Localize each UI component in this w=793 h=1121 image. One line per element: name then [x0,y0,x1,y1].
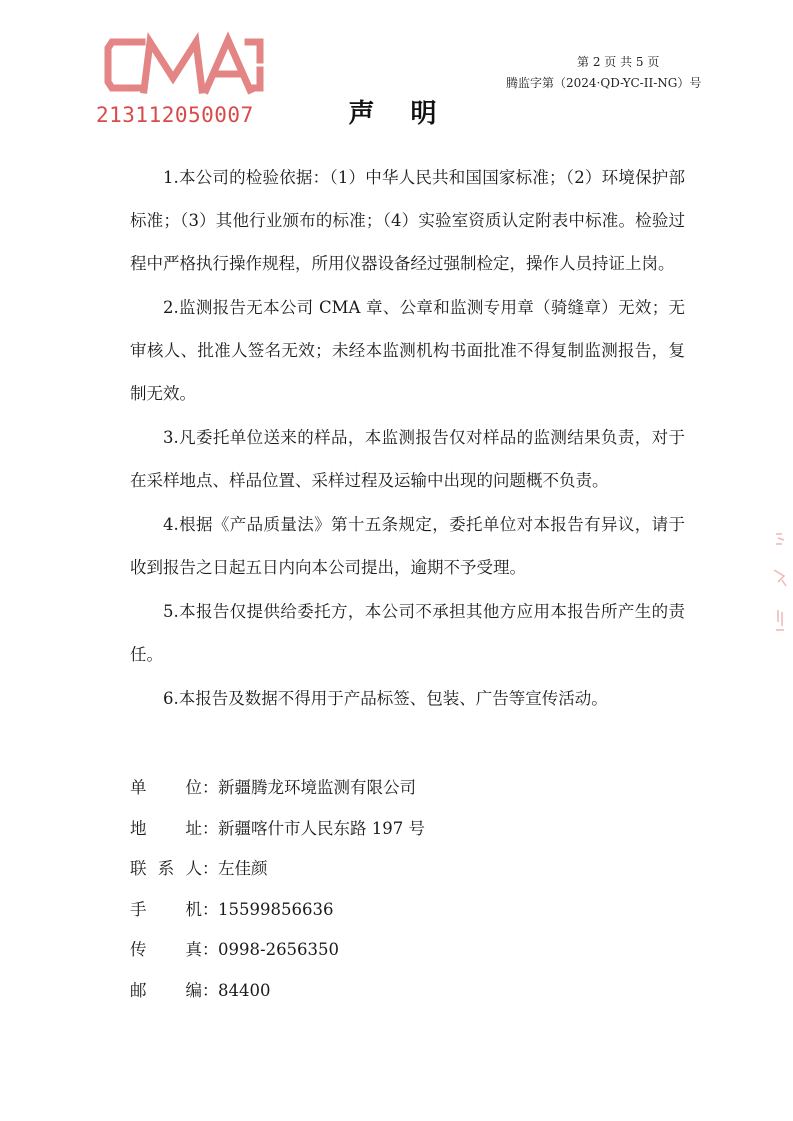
clause-5: 5.本报告仅提供给委托方，本公司不承担其他方应用本报告所产生的责任。 [130,602,685,664]
contact-address-row [130,811,630,852]
colon-separator: ： [202,940,219,960]
clause-1: 1.本公司的检验依据：（1）中华人民共和国国家标准；（2）环境保护部标准；（3）其他行业颁布的标准；（4）实验室资质认定附表中标准。检验过程中严格执行操作规程，所用仪器设备经过强制检定，操作人员持证上岗。 [130,168,685,273]
contact-unit-row [130,770,630,811]
contact-person-value: 左佳颜 [218,859,268,879]
colon-separator: ： [202,859,219,879]
colon-separator: ： [202,899,219,919]
unit-label: 单位 [130,778,202,797]
clause-3: 3.凡委托单位送来的样品，本监测报告仅对样品的监测结果负责，对于在采样地点、样品位置、采样过程及运输中出现的问题概不负责。 [130,428,685,490]
contact-fax-row [130,932,630,973]
colon-separator: ： [202,980,219,1000]
page-title: 声明 [348,99,473,129]
clause-6: 6.本报告及数据不得用于产品标签、包装、广告等宣传活动。 [163,689,608,708]
seal-bleed-mark [770,530,790,640]
report-number: 腾监字第（2024·QD-YC-II-NG）号 [506,76,702,90]
unit-value: 新疆腾龙环境监测有限公司 [218,778,416,797]
contact-postcode-row [130,973,630,1014]
contact-person-row [130,851,630,892]
certificate-number: 213112050007 [96,103,254,127]
declaration-clauses [130,156,685,720]
mobile-value: 15599856636 [218,899,334,919]
cma-seal-logo [98,30,268,100]
colon-separator: ： [202,778,219,797]
colon-separator: ： [202,818,219,838]
contact-mobile-row [130,892,630,933]
postcode-value: 84400 [218,980,271,1000]
postcode-label: 邮编 [130,980,202,1000]
fax-value: 0998-2656350 [218,940,340,960]
clause-2: 2.监测报告无本公司 CMA 章、公章和监测专用章（骑缝章）无效；无审核人、批准人签名无效；未经本监测机构书面批准不得复制监测报告，复制无效。 [130,298,685,403]
fax-label: 传真 [130,940,202,960]
contact-person-label: 联系人 [130,859,202,879]
cma-logo-text: CMA [98,30,101,31]
address-value: 新疆喀什市人民东路 197 号 [218,818,425,838]
page-count: 第 2 页 共 5 页 [577,55,660,69]
mobile-label: 手机 [130,899,202,919]
clause-4: 4.根据《产品质量法》第十五条规定，委托单位对本报告有异议，请于收到报告之日起五日内向本公司提出，逾期不予受理。 [130,515,685,577]
contact-info [130,770,630,1014]
address-label: 地址 [130,818,202,838]
